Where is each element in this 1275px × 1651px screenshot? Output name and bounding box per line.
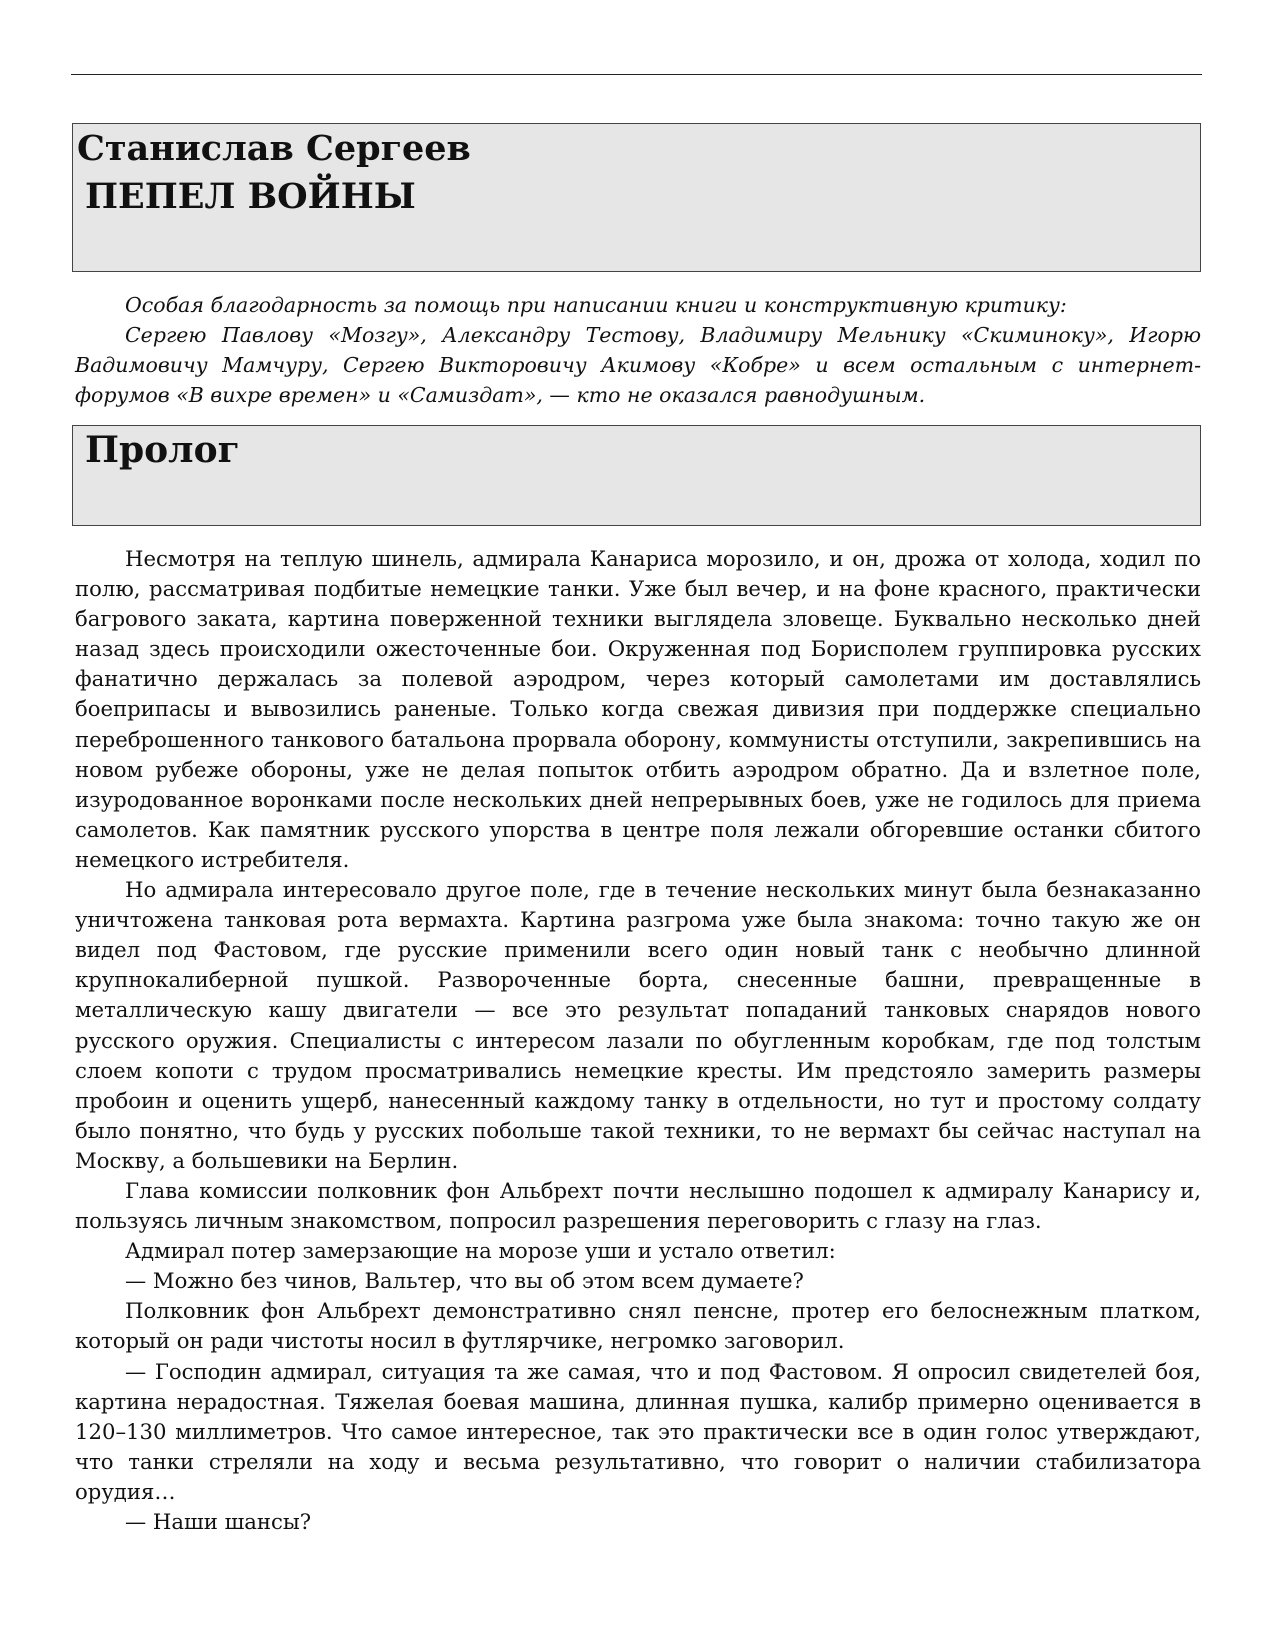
paragraph: — Можно без чинов, Вальтер, что вы об этом всем думаете? — [125, 1268, 804, 1294]
chapter-heading-block — [72, 425, 1201, 526]
paragraph: Адмирал потер замерзающие на морозе уши и устало ответил: — [125, 1238, 836, 1264]
paragraph: Глава комиссии полковник фон Альбрехт почти неслышно подошел к адмиралу Канарису и, пользуясь личным знакомством, попросил разрешения переговорить с глазу на глаз. — [75, 1177, 1201, 1234]
paragraph: Но адмирала интересовало другое поле, где в течение нескольких минут была безнаказанно уничтожена танковая рота вермахта. Картина разгрома уже была знакома: точно такую же он видел под Фастовом, где русские применили всего один новый танк с необычно длинной крупнокалиберной пушкой. Развороченные борта, снесенные башни, превращенные в металлическую кашу двигатели — все это результат попаданий танковых снарядов нового русского оружия. Специалисты с интересом лазали по обугленным коробкам, где под толстым слоем копоти с трудом просматривались немецкие кресты. Им предстояло замерить размеры пробоин и оценить ущерб, нанесенный каждому танку в отдельности, но тут и простому солдату было понятно, что будь у русских побольше такой техники, то не вермахт бы сейчас наступал на Москву, а большевики на Берлин. — [75, 877, 1201, 1173]
title-block — [72, 123, 1201, 272]
acknowledgment-intro: Особая благодарность за помощь при написании книги и конструктивную критику: — [125, 293, 1067, 317]
chapter-body — [75, 544, 1201, 1537]
paragraph: Несмотря на теплую шинель, адмирала Канариса морозило, и он, дрожа от холода, ходил по полю, рассматривая подбитые немецкие танки. Уже был вечер, и на фоне красного, практически багрового заката, картина поверженной техники выглядела зловеще. Буквально несколько дней назад здесь происходили ожесточенные бои. Окруженная под Борисполем группировка русских фанатично держалась за полевой аэродром, через который самолетами им доставлялись боеприпасы и вывозились раненые. Только когда свежая дивизия при поддержке специально переброшенного танкового батальона прорвала оборону, коммунисты отступили, закрепившись на новом рубеже обороны, уже не делая попыток отбить аэродром обратно. Да и взлетное поле, изуродованное воронками после нескольких дней непрерывных боев, уже не годилось для приема самолетов. Как памятник русского упорства в центре поля лежали обгоревшие останки сбитого немецкого истребителя. — [75, 546, 1201, 872]
acknowledgment-names: Сергею Павлову «Мозгу», Александру Тестову, Владимиру Мельнику «Скиминоку», Игорю Вадимовичу Мамчуру, Сергею Викторовичу Акимову «Кобре» и всем остальным с интернет-форумов «В вихре времен» и «Самиздат», — кто не оказался равнодушным. — [75, 323, 1201, 407]
chapter-heading: Пролог — [85, 429, 240, 471]
book-title: ПЕПЕЛ ВОЙНЫ — [85, 176, 416, 217]
paragraph: Полковник фон Альбрехт демонстративно снял пенсне, протер его белоснежным платком, который он ради чистоты носил в футлярчике, негромко заговорил. — [75, 1298, 1201, 1354]
author-name: Станислав Сергеев — [77, 128, 471, 169]
top-rule — [71, 74, 1202, 75]
paragraph: — Наши шансы? — [125, 1509, 312, 1534]
paragraph: — Господин адмирал, ситуация та же самая, что и под Фастовом. Я опросил свидетелей боя, картина нерадостная. Тяжелая боевая машина, длинная пушка, калибр примерно оценивается в 120–130 миллиметров. Что самое интересное, так это практически все в один голос утверждают, что танки стреляли на ходу и весьма результативно, что говорит о наличии стабилизатора орудия… — [75, 1358, 1201, 1504]
acknowledgment-section — [75, 290, 1201, 410]
